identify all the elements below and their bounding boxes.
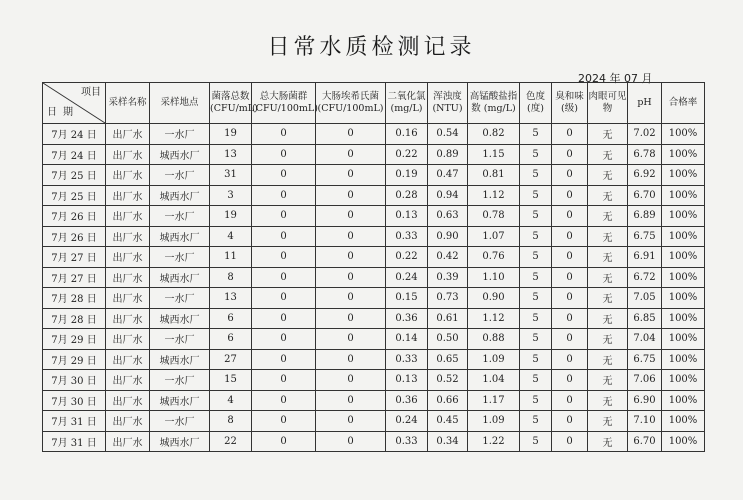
- table-cell: 0.22: [386, 247, 428, 268]
- table-cell: 7月 29 日: [43, 329, 106, 350]
- column-header: 二氧化氯 (mg/L): [386, 83, 428, 124]
- table-cell: 0.24: [386, 267, 428, 288]
- table-cell: 100%: [662, 370, 705, 391]
- table-cell: 19: [210, 206, 252, 227]
- table-cell: 0.19: [386, 165, 428, 186]
- table-cell: 0.13: [386, 370, 428, 391]
- table-cell: 0: [552, 288, 588, 309]
- table-cell: 6.75: [628, 226, 662, 247]
- table-cell: 出厂水: [106, 267, 150, 288]
- table-cell: 无: [588, 144, 628, 165]
- table-cell: 0.34: [428, 431, 468, 452]
- table-cell: 31: [210, 165, 252, 186]
- table-cell: 0: [316, 247, 386, 268]
- table-cell: 无: [588, 349, 628, 370]
- table-cell: 0: [252, 144, 316, 165]
- table-cell: 1.12: [468, 308, 520, 329]
- table-cell: 出厂水: [106, 411, 150, 432]
- table-cell: 5: [520, 206, 552, 227]
- table-cell: 无: [588, 329, 628, 350]
- table-cell: 13: [210, 144, 252, 165]
- table-cell: 出厂水: [106, 390, 150, 411]
- table-cell: 0: [552, 247, 588, 268]
- table-cell: 7月 24 日: [43, 124, 106, 145]
- table-cell: 7.04: [628, 329, 662, 350]
- table-cell: 100%: [662, 411, 705, 432]
- table-cell: 7月 27 日: [43, 247, 106, 268]
- column-header: pH: [628, 83, 662, 124]
- table-row: [43, 431, 705, 452]
- table-cell: 一水厂: [150, 165, 210, 186]
- table-cell: 0.36: [386, 308, 428, 329]
- column-header: 浑浊度 (NTU): [428, 83, 468, 124]
- table-cell: 6: [210, 329, 252, 350]
- table-cell: 0: [252, 206, 316, 227]
- table-cell: 一水厂: [150, 329, 210, 350]
- table-cell: 0: [316, 124, 386, 145]
- table-cell: 5: [520, 165, 552, 186]
- table-cell: 5: [520, 288, 552, 309]
- table-cell: 0.16: [386, 124, 428, 145]
- column-header: 采样地点: [150, 83, 210, 124]
- table-cell: 6.85: [628, 308, 662, 329]
- table-cell: 一水厂: [150, 247, 210, 268]
- table-cell: 0: [252, 165, 316, 186]
- table-cell: 0.89: [428, 144, 468, 165]
- column-header: 高锰酸盐指数 (mg/L): [468, 83, 520, 124]
- table-cell: 6.89: [628, 206, 662, 227]
- table-cell: 7月 26 日: [43, 206, 106, 227]
- table-cell: 出厂水: [106, 206, 150, 227]
- table-cell: 5: [520, 124, 552, 145]
- table-cell: 0.33: [386, 349, 428, 370]
- table-row: [43, 226, 705, 247]
- table-cell: 7.05: [628, 288, 662, 309]
- table-cell: 100%: [662, 329, 705, 350]
- table-cell: 6.78: [628, 144, 662, 165]
- table-cell: 0: [552, 165, 588, 186]
- column-header: 采样名称: [106, 83, 150, 124]
- table-cell: 100%: [662, 206, 705, 227]
- table-cell: 0: [552, 349, 588, 370]
- table-cell: 出厂水: [106, 185, 150, 206]
- table-cell: 4: [210, 390, 252, 411]
- table-cell: 7月 25 日: [43, 185, 106, 206]
- table-row: [43, 144, 705, 165]
- table-cell: 0: [552, 144, 588, 165]
- column-header: 肉眼可见物: [588, 83, 628, 124]
- table-cell: 城西水厂: [150, 226, 210, 247]
- table-cell: 出厂水: [106, 226, 150, 247]
- table-cell: 0.52: [428, 370, 468, 391]
- table-cell: 1.22: [468, 431, 520, 452]
- table-cell: 0.54: [428, 124, 468, 145]
- table-cell: 0: [252, 349, 316, 370]
- column-header: 臭和味 (级): [552, 83, 588, 124]
- table-row: [43, 267, 705, 288]
- diag-label-item: 项目: [81, 87, 101, 98]
- table-cell: 0: [552, 390, 588, 411]
- table-cell: 7月 25 日: [43, 165, 106, 186]
- table-cell: 出厂水: [106, 349, 150, 370]
- table-cell: 0: [252, 288, 316, 309]
- table-cell: 城西水厂: [150, 349, 210, 370]
- table-cell: 无: [588, 226, 628, 247]
- table-cell: 0: [316, 165, 386, 186]
- table-cell: 100%: [662, 185, 705, 206]
- table-cell: 5: [520, 370, 552, 391]
- table-cell: 100%: [662, 390, 705, 411]
- table-cell: 7月 28 日: [43, 288, 106, 309]
- table-cell: 0: [252, 411, 316, 432]
- table-cell: 0: [552, 185, 588, 206]
- table-cell: 无: [588, 370, 628, 391]
- table-cell: 5: [520, 308, 552, 329]
- table-cell: 无: [588, 390, 628, 411]
- table-cell: 5: [520, 349, 552, 370]
- table-cell: 0: [252, 431, 316, 452]
- table-cell: 1.15: [468, 144, 520, 165]
- table-cell: 7月 30 日: [43, 370, 106, 391]
- table-cell: 7月 28 日: [43, 308, 106, 329]
- table-row: [43, 185, 705, 206]
- table-cell: 27: [210, 349, 252, 370]
- table-cell: 0.33: [386, 431, 428, 452]
- table-cell: 100%: [662, 165, 705, 186]
- table-row: [43, 329, 705, 350]
- table-cell: 100%: [662, 349, 705, 370]
- table-cell: 0.88: [468, 329, 520, 350]
- table-cell: 城西水厂: [150, 185, 210, 206]
- table-cell: 无: [588, 431, 628, 452]
- table-cell: 15: [210, 370, 252, 391]
- table-cell: 0: [316, 349, 386, 370]
- table-cell: 城西水厂: [150, 308, 210, 329]
- table-cell: 城西水厂: [150, 431, 210, 452]
- table-cell: 5: [520, 144, 552, 165]
- table-cell: 100%: [662, 144, 705, 165]
- table-cell: 22: [210, 431, 252, 452]
- table-cell: 出厂水: [106, 165, 150, 186]
- table-row: [43, 370, 705, 391]
- table-cell: 4: [210, 226, 252, 247]
- table-row: [43, 349, 705, 370]
- table-cell: 0.90: [468, 288, 520, 309]
- table-row: [43, 308, 705, 329]
- table-cell: 0: [316, 329, 386, 350]
- table-cell: 1.12: [468, 185, 520, 206]
- table-row: [43, 165, 705, 186]
- table-cell: 0.24: [386, 411, 428, 432]
- table-cell: 0.47: [428, 165, 468, 186]
- table-cell: 100%: [662, 431, 705, 452]
- table-cell: 6.72: [628, 267, 662, 288]
- table-cell: 0.61: [428, 308, 468, 329]
- table-body: [43, 124, 705, 452]
- table-cell: 3: [210, 185, 252, 206]
- table-cell: 7.02: [628, 124, 662, 145]
- table-cell: 0: [552, 431, 588, 452]
- table-cell: 0: [316, 370, 386, 391]
- table-cell: 0: [252, 226, 316, 247]
- table-cell: 5: [520, 247, 552, 268]
- table-row: [43, 411, 705, 432]
- table-cell: 出厂水: [106, 370, 150, 391]
- table-cell: 无: [588, 411, 628, 432]
- table-cell: 一水厂: [150, 206, 210, 227]
- table-cell: 0.81: [468, 165, 520, 186]
- table-row: [43, 390, 705, 411]
- water-quality-table: [42, 82, 705, 452]
- table-cell: 6.70: [628, 431, 662, 452]
- table-cell: 1.09: [468, 411, 520, 432]
- table-cell: 0.63: [428, 206, 468, 227]
- table-cell: 出厂水: [106, 247, 150, 268]
- table-cell: 城西水厂: [150, 267, 210, 288]
- table-cell: 0: [316, 288, 386, 309]
- table-cell: 0: [252, 370, 316, 391]
- table-cell: 7.10: [628, 411, 662, 432]
- table-cell: 1.07: [468, 226, 520, 247]
- table-cell: 0.76: [468, 247, 520, 268]
- table-cell: 无: [588, 267, 628, 288]
- table-cell: 0: [252, 308, 316, 329]
- table-cell: 1.10: [468, 267, 520, 288]
- table-cell: 6: [210, 308, 252, 329]
- table-cell: 0: [316, 308, 386, 329]
- table-cell: 无: [588, 124, 628, 145]
- table-cell: 无: [588, 206, 628, 227]
- table-cell: 0.42: [428, 247, 468, 268]
- page-title: 日常水质检测记录: [267, 35, 476, 60]
- table-cell: 0: [252, 124, 316, 145]
- table-cell: 100%: [662, 308, 705, 329]
- table-cell: 7月 29 日: [43, 349, 106, 370]
- table-cell: 出厂水: [106, 329, 150, 350]
- table-cell: 无: [588, 288, 628, 309]
- table-cell: 无: [588, 185, 628, 206]
- table-cell: 0.50: [428, 329, 468, 350]
- table-cell: 1.17: [468, 390, 520, 411]
- table-cell: 100%: [662, 226, 705, 247]
- table-cell: 6.92: [628, 165, 662, 186]
- table-cell: 出厂水: [106, 124, 150, 145]
- table-cell: 13: [210, 288, 252, 309]
- table-cell: 出厂水: [106, 288, 150, 309]
- table-cell: 0.66: [428, 390, 468, 411]
- table-cell: 0.36: [386, 390, 428, 411]
- table-cell: 一水厂: [150, 370, 210, 391]
- table-cell: 7月 26 日: [43, 226, 106, 247]
- table-cell: 0.65: [428, 349, 468, 370]
- table-cell: 0: [252, 247, 316, 268]
- column-header: 菌落总数 (CFU/mL): [210, 83, 252, 124]
- table-cell: 0: [316, 431, 386, 452]
- table-cell: 0.94: [428, 185, 468, 206]
- table-cell: 0.78: [468, 206, 520, 227]
- table-row: [43, 288, 705, 309]
- table-cell: 出厂水: [106, 308, 150, 329]
- table-cell: 0: [252, 267, 316, 288]
- diagonal-header-cell: [43, 83, 106, 124]
- table-cell: 无: [588, 247, 628, 268]
- table-cell: 5: [520, 329, 552, 350]
- table-cell: 0.82: [468, 124, 520, 145]
- table-cell: 0: [552, 308, 588, 329]
- record-month: 2024 年 07 月: [578, 72, 653, 85]
- table-cell: 城西水厂: [150, 144, 210, 165]
- table-row: [43, 247, 705, 268]
- table-cell: 8: [210, 411, 252, 432]
- table-cell: 5: [520, 226, 552, 247]
- table-cell: 5: [520, 411, 552, 432]
- table-cell: 0.14: [386, 329, 428, 350]
- diag-label-date: 日期: [47, 107, 79, 118]
- table-cell: 城西水厂: [150, 390, 210, 411]
- table-cell: 0: [316, 226, 386, 247]
- table-cell: 0.90: [428, 226, 468, 247]
- table-cell: 7月 24 日: [43, 144, 106, 165]
- table-cell: 0: [552, 267, 588, 288]
- table-cell: 0: [316, 144, 386, 165]
- table-cell: 7.06: [628, 370, 662, 391]
- table-cell: 19: [210, 124, 252, 145]
- table-cell: 0.15: [386, 288, 428, 309]
- table-cell: 100%: [662, 124, 705, 145]
- table-cell: 0.28: [386, 185, 428, 206]
- table-cell: 一水厂: [150, 288, 210, 309]
- table-cell: 7月 27 日: [43, 267, 106, 288]
- table-cell: 0.13: [386, 206, 428, 227]
- table-cell: 100%: [662, 267, 705, 288]
- table-cell: 0: [316, 185, 386, 206]
- table-cell: 100%: [662, 247, 705, 268]
- table-cell: 0: [252, 390, 316, 411]
- table-cell: 5: [520, 431, 552, 452]
- table-cell: 一水厂: [150, 411, 210, 432]
- table-row: [43, 124, 705, 145]
- table-cell: 6.90: [628, 390, 662, 411]
- table-cell: 1.04: [468, 370, 520, 391]
- table-cell: 5: [520, 390, 552, 411]
- table-cell: 0: [552, 411, 588, 432]
- table-cell: 0: [552, 226, 588, 247]
- table-cell: 5: [520, 267, 552, 288]
- table-cell: 0: [316, 411, 386, 432]
- table-cell: 5: [520, 185, 552, 206]
- table-cell: 0: [552, 370, 588, 391]
- table-cell: 0: [252, 329, 316, 350]
- table-cell: 6.70: [628, 185, 662, 206]
- table-cell: 出厂水: [106, 431, 150, 452]
- table-cell: 100%: [662, 288, 705, 309]
- table-cell: 0.39: [428, 267, 468, 288]
- table-cell: 6.75: [628, 349, 662, 370]
- table-row: [43, 206, 705, 227]
- table-cell: 0: [552, 206, 588, 227]
- table-cell: 8: [210, 267, 252, 288]
- table-cell: 7月 31 日: [43, 431, 106, 452]
- table-cell: 1.09: [468, 349, 520, 370]
- table-cell: 0: [316, 267, 386, 288]
- header-row: [43, 83, 705, 124]
- column-header: 色度 (度): [520, 83, 552, 124]
- table-cell: 一水厂: [150, 124, 210, 145]
- column-header: 总大肠菌群 (CFU/100mL): [252, 83, 316, 124]
- table-cell: 0: [252, 185, 316, 206]
- table-cell: 0: [316, 206, 386, 227]
- table-cell: 0.73: [428, 288, 468, 309]
- table-cell: 无: [588, 308, 628, 329]
- table-cell: 0.45: [428, 411, 468, 432]
- table-cell: 0: [552, 124, 588, 145]
- table-cell: 0: [316, 390, 386, 411]
- table-cell: 无: [588, 165, 628, 186]
- column-header: 大肠埃希氏菌 (CFU/100mL): [316, 83, 386, 124]
- table-cell: 7月 30 日: [43, 390, 106, 411]
- table-cell: 0: [552, 329, 588, 350]
- table-cell: 6.91: [628, 247, 662, 268]
- table-cell: 0.22: [386, 144, 428, 165]
- table-cell: 出厂水: [106, 144, 150, 165]
- table-cell: 7月 31 日: [43, 411, 106, 432]
- table-cell: 11: [210, 247, 252, 268]
- table-cell: 0.33: [386, 226, 428, 247]
- column-header: 合格率: [662, 83, 705, 124]
